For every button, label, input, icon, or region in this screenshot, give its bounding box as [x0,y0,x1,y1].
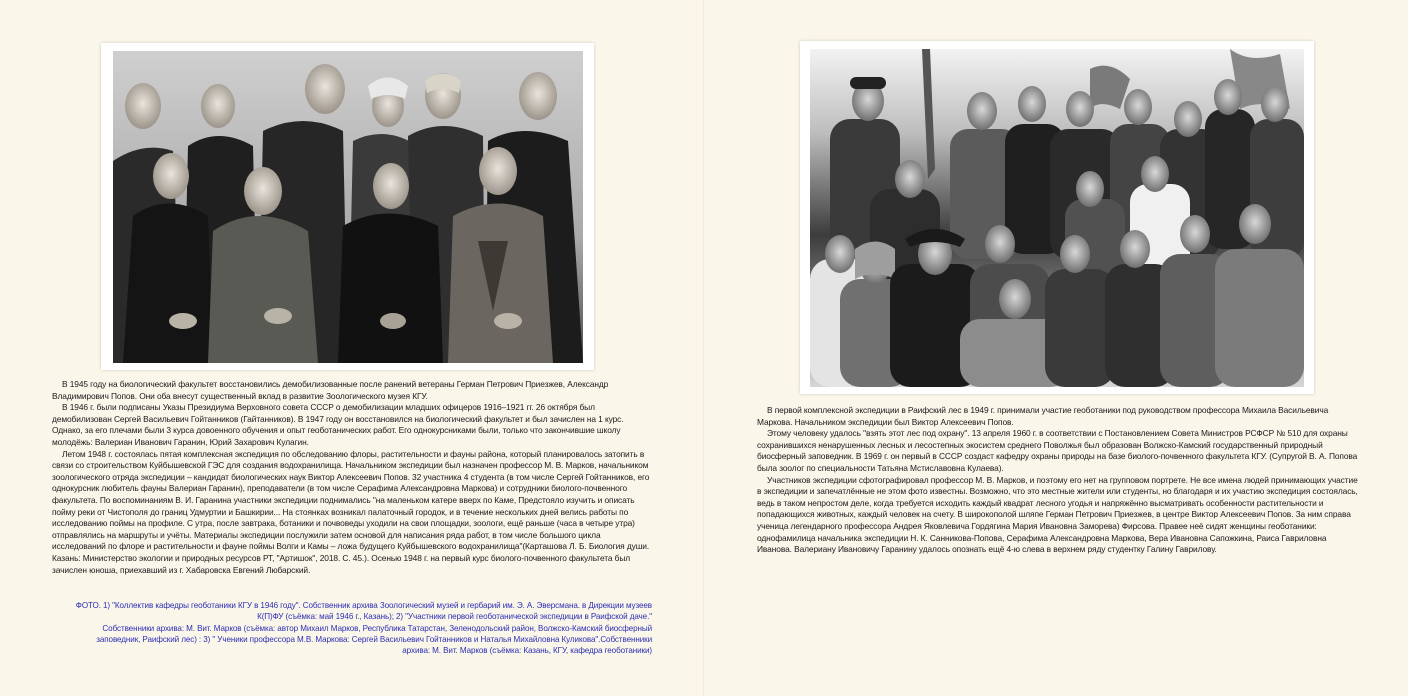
right-paragraph-2: Этому человеку удалось "взять этот лес под охрану". 13 апреля 1960 г. в соответствии с Постановлением Совета Министров РСФСР № 510 для охраны сохранившихся ненарушенных лесных и лесостепных экосистем среднего Поволжья был образован Волжско-Камский государственный природный биосферный заповедник. В 1969 г. он первый в СССР создаст кафедру охраны природы на базе биолого-почвенного факультета КГУ. (Супругой В. А. Попова была зоолог по специальности Татьяна Мстиславовна Кулаева). [757,428,1358,473]
right-paragraph-3: Участников экспедиции сфотографировал профессор М. В. Марков, и поэтому его нет на групповом портрете. Не все имена людей принимающих участие в экспедиции и запечатлённые не этом фото известны. Возможно, что это местные жители или студенты, но благодаря и их участию экспедиция состоялась, ведь в таком непростом деле, когда требуется исходить каждый квадрат лесного угодья и напряжённо высматривать особенности растительности и попадающихся животных, каждый человек на счету. В широкополой шляпе Герман Петрович Приезжев, в центре Виктор Алексеевич Попов. За ним справа ученица легендарного профессора Андрея Яковлевича Гордягина Мария Ивановна Заморева) Фирсова. Правее неё сидят женщины геоботаники: однофамилица начальника экспедиции Н. К. Санникова-Попова, Серафима Александровна Маркова, Вера Ивановна Сапожкина, Раиса Гавриловна Иванова. Валериану Ивановичу Гаранину удалось опознать ещё 4-ю слева в верхнем ряду студентку Галину Гаврилову. [757,474,1358,555]
caption-line-5: архива: М. Вит. Марков (съёмка: Казань, КГУ, кафедра геоботаники) [402,646,652,656]
photo-frame-1946 [101,43,594,370]
right-paragraph-1: В первой комплексной экспедиции в Раифский лес в 1949 г. принимали участие геоботаники под руководством профессора Михаила Васильевича Маркова. Начальником экспедиции был Виктор Алексеевич Попов. [757,405,1329,427]
photo-group-1946-image [113,51,583,363]
left-paragraph-2: В 1946 г. были подписаны Указы Президиума Верховного совета СССР о демобилизации младших офицеров 1916–1921 гг. 26 октября был демобилизован Сергей Васильевич Гойтанников (Гайтанников). В 1947 году он восстановился на биологический факультет и был зачислен на 1 курс. Однако, за его плечами были 3 курса довоенного обучения и опыт геоботанических работ. Его однокурсниками были, только что закончившие школу молодёжь: Валериан Иванович Гаранин, Юрий Захарович Кулагин. [52,402,624,447]
caption-line-1: ФОТО. 1) "Коллектив кафедры геоботаники КГУ в 1946 году". Собственник архива Зоологический музей и гербарий им. Э. А. Эверсмана. в Дирекции музеев [75,601,652,610]
caption-line-4: заповедник, Раифский лес) : 3) " Ученики профессора М.В. Маркова: Сергей Васильевич Гойтанников и Наталья Михайловна Куликова".Собственники [96,634,652,644]
caption-line-2: К(П)ФУ (съёмка: май 1946 г., Казань); 2) "Участники первой геоботанической экспедиции в Раифской даче." [257,612,652,622]
right-body-text [757,405,1361,556]
left-paragraph-1: В 1945 году на биологический факультет восстановились демобилизованные после ранений ветераны Герман Петрович Приезжев, Александр Владимирович Попов. Они оба внесут существенный вклад в развитие Зоологического музея КГУ. [52,379,609,401]
photo-expedition-1949 [810,49,1304,387]
left-body-text [52,379,654,576]
caption-line-3: Собственники архива: М. Вит. Марков (съёмка: автор Михаил Марков, Республика Татарстан, Зеленодольский район, Волжско-Камский биосферный [102,623,652,633]
photo-group-1946 [113,51,583,363]
right-page [704,0,1408,696]
photo-frame-1949 [800,41,1314,394]
left-paragraph-3: Летом 1948 г. состоялась пятая комплексная экспедиция по обследованию флоры, растительности и фауны района, который планировалось затопить в связи со строительством Куйбышевской ГЭС для создания водохранилища. Начальником экспедиции был назначен профессор М. В. Марков, начальником зоологического отряда экспедиции – кандидат биологических наук Виктор Алексеевич Попов. 32 участника 4 студента (в том числе Сергей Гойтанников, его однокурсник любитель фауны Валериан Гаранин), преподаватели (в том числе Серафима Александровна Маркова) и сотрудники биолого-почвенного факультета. По воспоминаниям В. И. Гаранина участники экспедиции поднимались "на маленьком катере вверх по Каме, Предстояло изучить и описать пойму реки от Чистополя до границ Удмуртии и Башкирии... На стоянках возникал палаточный городок, и в течение нескольких дней велись работы по исследованию поймы на профиле. С утра, после завтрака, ботаники и почвоведы уходили на свои площадки, зоологи, ещё раньше (часа в четыре утра) отправлялись на маршруты и учёты. Материалы экспедиции послужили затем основой для написания ряда работ, в том числе большого цикла исследований по флоре и растительности и фауне поймы Волги и Камы – ложа будущего Куйбышевского водохранилища"(Карташова Л. Б. Биология души. Казань: Министерство экологии и природных ресурсов РТ, "Артишок", 2018. С. 45.). Осенью 1948 г. на первый курс биолого-почвенного факультета был зачислен юноша, приехавший из г. Хабаровска Евгений Любарский. [52,448,650,575]
photo-expedition-1949-image [810,49,1304,387]
photo-caption [40,600,652,656]
